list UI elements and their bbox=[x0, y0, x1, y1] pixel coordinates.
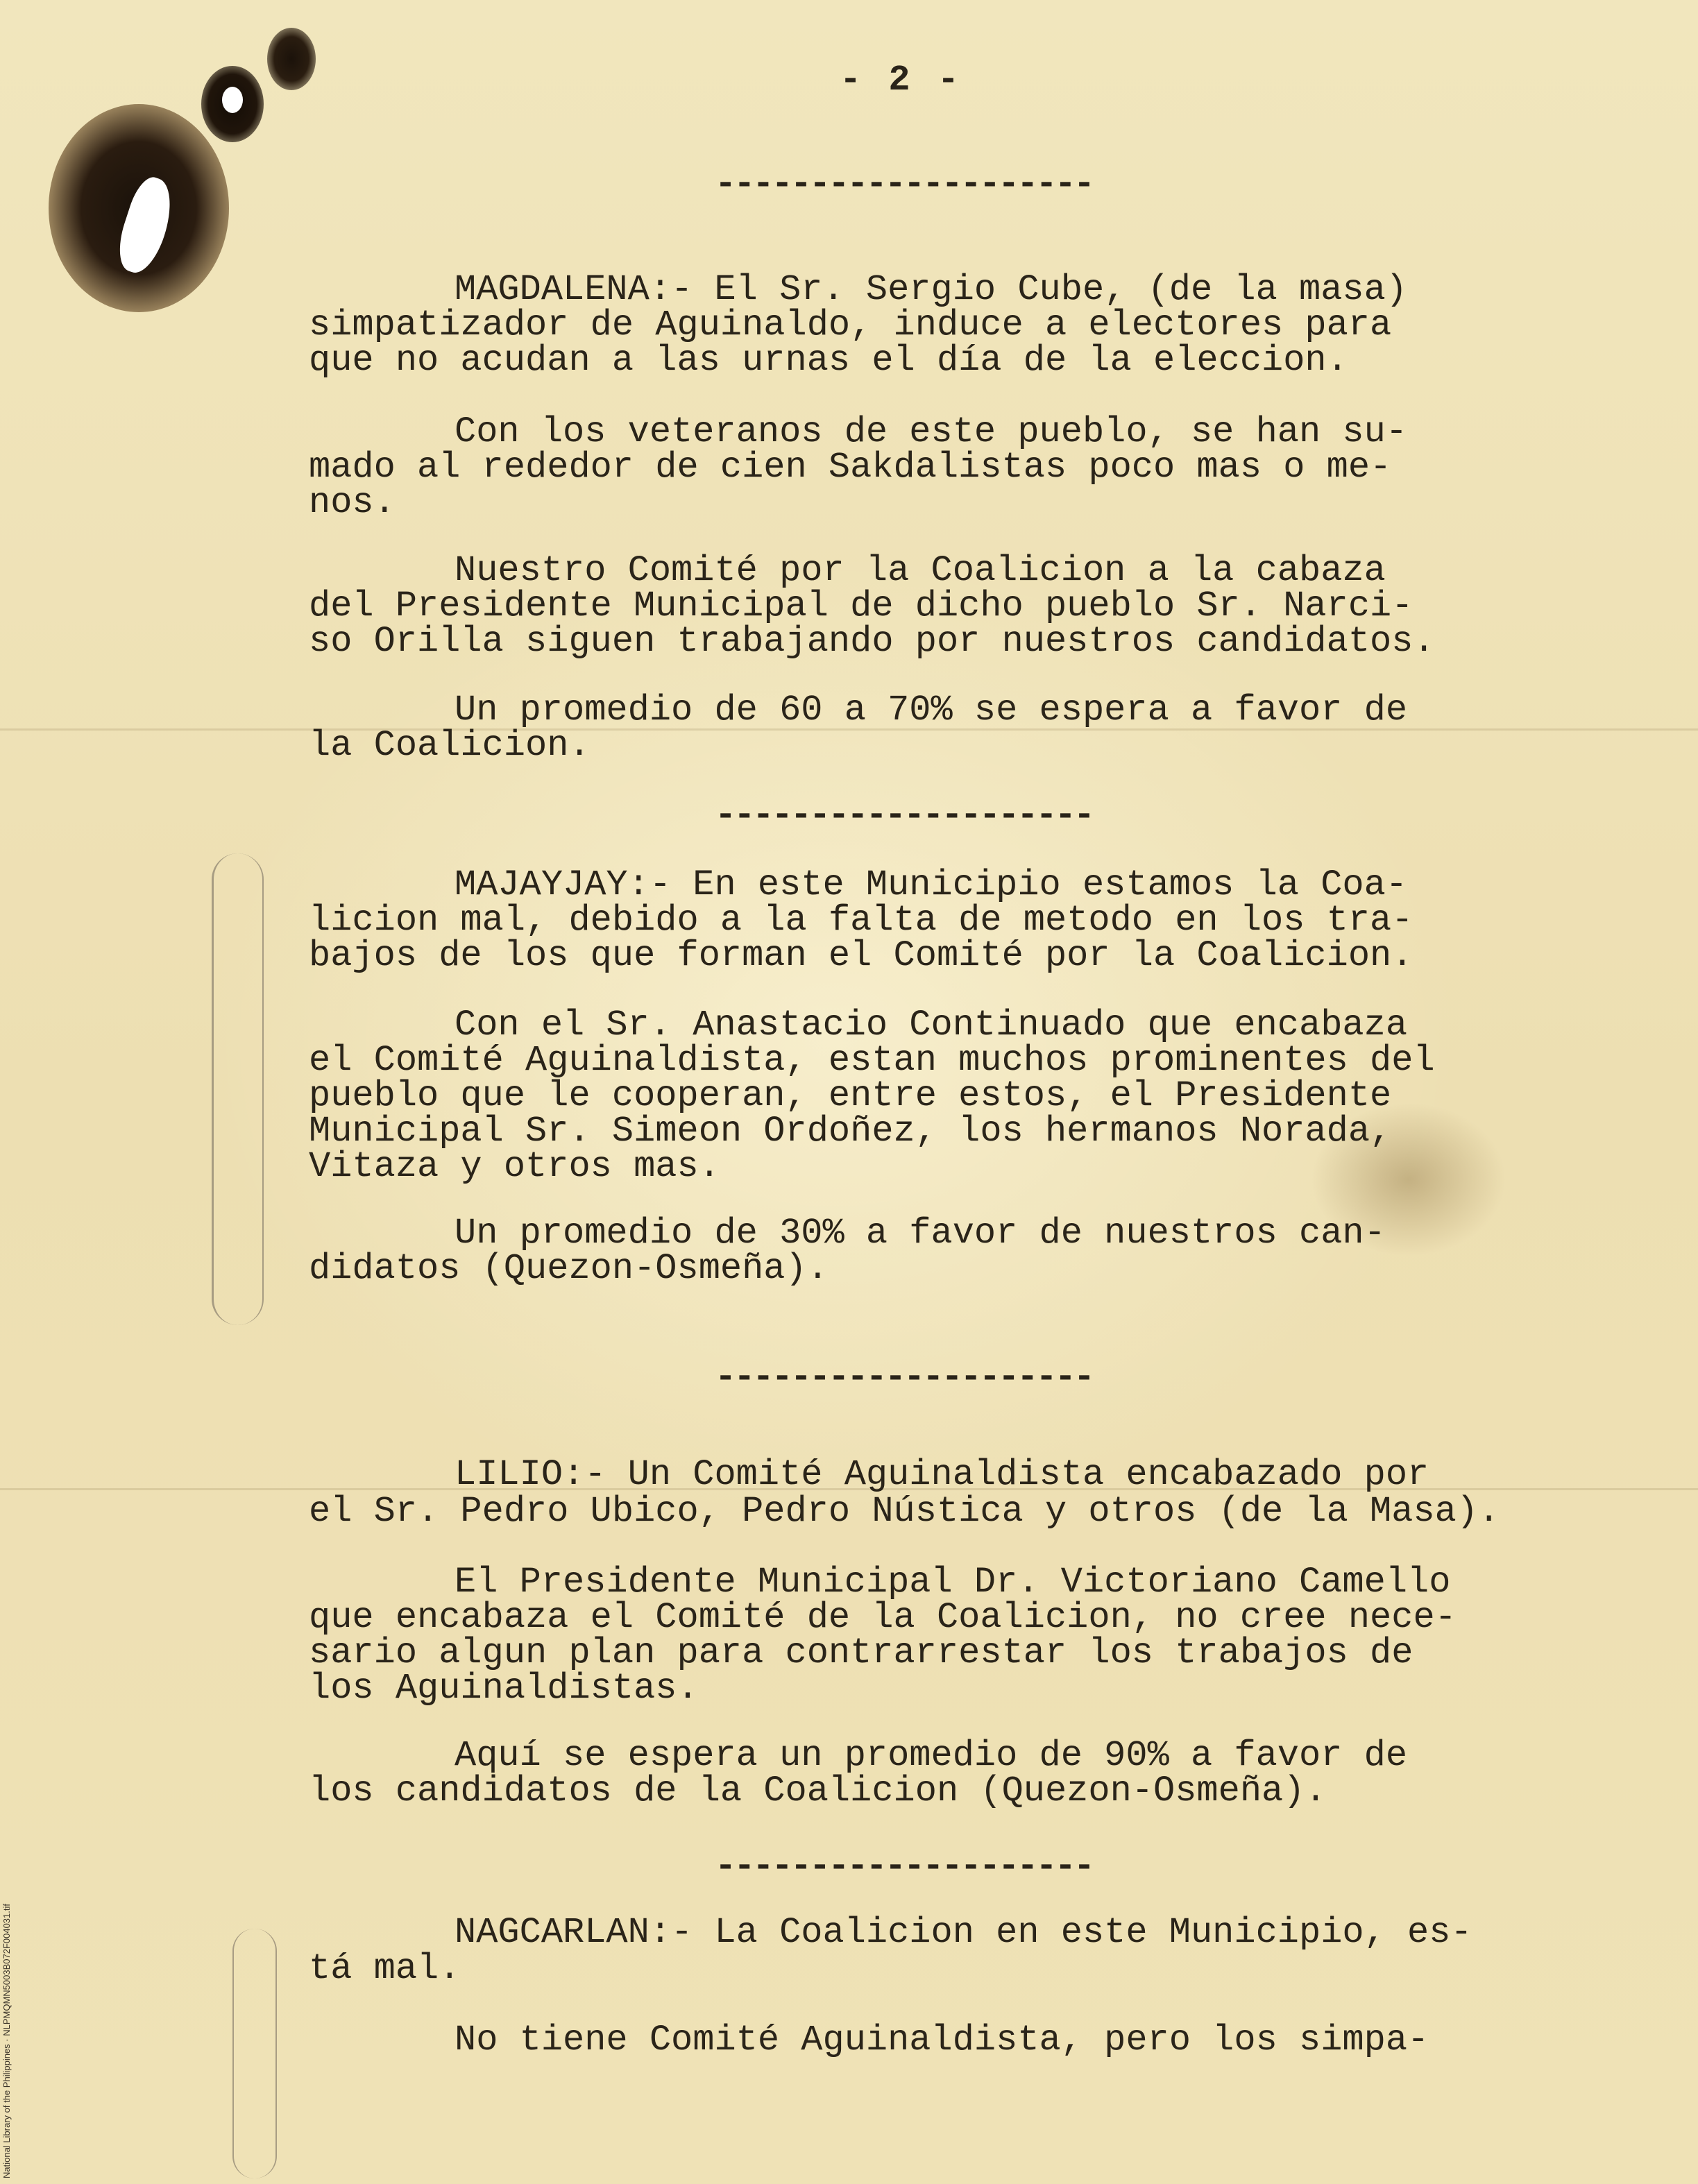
text-line: tá mal. bbox=[309, 1948, 461, 1989]
text-line: Con el Sr. Anastacio Continuado que encabaza bbox=[455, 1005, 1408, 1046]
text-line: Aquí se espera un promedio de 90% a favor de bbox=[455, 1735, 1408, 1776]
text-line: Con los veteranos de este pueblo, se han su- bbox=[455, 411, 1408, 452]
text-line: mado al rededor de cien Sakdalistas poco mas o me- bbox=[309, 447, 1392, 488]
text-line: el Sr. Pedro Ubico, Pedro Nústica y otros (de la Masa). bbox=[309, 1491, 1500, 1532]
text-line: simpatizador de Aguinaldo, induce a electores para bbox=[309, 305, 1392, 345]
pencil-margin-mark bbox=[212, 853, 264, 1325]
text-line: que no acudan a las urnas el día de la eleccion. bbox=[309, 340, 1348, 381]
text-line: licion mal, debido a la falta de metodo en los tra- bbox=[309, 900, 1413, 941]
text-line: Municipal Sr. Simeon Ordoñez, los hermanos Norada, bbox=[309, 1111, 1392, 1152]
section-nagcarlan-heading-line: NAGCARLAN:- La Coalicion en este Municipio, es- bbox=[455, 1912, 1472, 1953]
archive-caption: National Library of the Philippines · NLPMQMN5003B072F004031.tif bbox=[1, 1904, 12, 2178]
text-line: El Presidente Municipal Dr. Victoriano Camello bbox=[455, 1562, 1451, 1603]
section-majayjay-heading-line: MAJAYJAY:- En este Municipio estamos la Coa- bbox=[455, 864, 1408, 905]
separator-line: -------------------- bbox=[715, 1357, 1093, 1398]
text-line: la Coalicion. bbox=[309, 725, 591, 766]
separator-line: -------------------- bbox=[715, 1846, 1093, 1887]
text-line: del Presidente Municipal de dicho pueblo Sr. Narci- bbox=[309, 586, 1413, 626]
burn-hole bbox=[222, 87, 243, 113]
pencil-margin-mark bbox=[232, 1929, 277, 2178]
text-line: bajos de los que forman el Comité por la Coalicion. bbox=[309, 935, 1413, 976]
text-line: Un promedio de 60 a 70% se espera a favor de bbox=[455, 690, 1408, 731]
text-line: didatos (Quezon-Osmeña). bbox=[309, 1248, 829, 1289]
text-line: sario algun plan para contrarrestar los trabajos de bbox=[309, 1632, 1413, 1673]
text-line: No tiene Comité Aguinaldista, pero los simpa- bbox=[455, 2020, 1429, 2061]
burn-mark bbox=[267, 28, 316, 90]
text-line: Nuestro Comité por la Coalicion a la cabaza bbox=[455, 550, 1386, 591]
text-line: los Aguinaldistas. bbox=[309, 1668, 699, 1709]
text-line: el Comité Aguinaldista, estan muchos prominentes del bbox=[309, 1040, 1435, 1081]
text-line: Un promedio de 30% a favor de nuestros can- bbox=[455, 1213, 1386, 1254]
text-line: que encabaza el Comité de la Coalicion, no cree nece- bbox=[309, 1597, 1457, 1638]
section-lilio-heading-line: LILIO:- Un Comité Aguinaldista encabazado por bbox=[455, 1454, 1429, 1495]
separator-line: -------------------- bbox=[715, 164, 1093, 205]
separator-line: -------------------- bbox=[715, 795, 1093, 836]
text-line: so Orilla siguen trabajando por nuestros candidatos. bbox=[309, 621, 1435, 662]
section-magdalena-heading-line: MAGDALENA:- El Sr. Sergio Cube, (de la masa) bbox=[455, 269, 1408, 310]
text-line: pueblo que le cooperan, entre estos, el Presidente bbox=[309, 1075, 1392, 1116]
text-line: los candidatos de la Coalicion (Quezon-Osmeña). bbox=[309, 1771, 1327, 1811]
page-number: - 2 - bbox=[840, 60, 962, 101]
text-line: Vitaza y otros mas. bbox=[309, 1146, 720, 1187]
text-line: nos. bbox=[309, 482, 396, 523]
